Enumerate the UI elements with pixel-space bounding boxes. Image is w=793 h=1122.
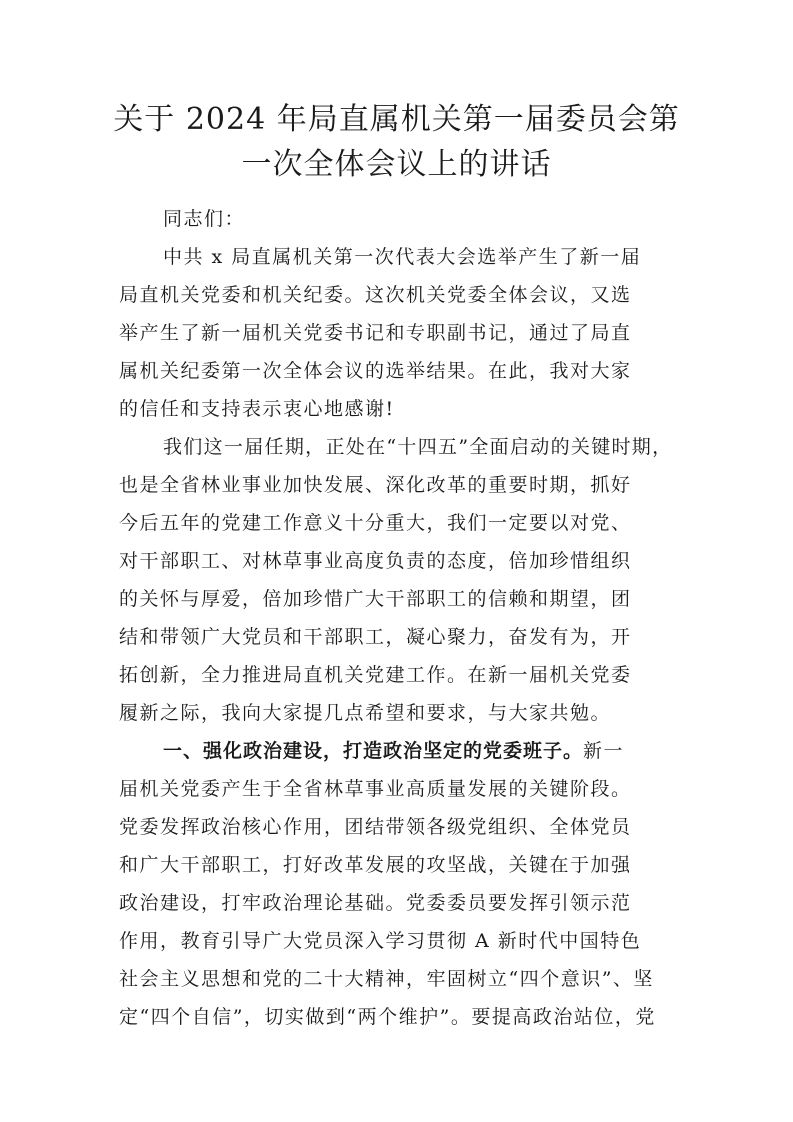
paragraph-1-line-3: 举产生了新一届机关党委书记和专职副书记，通过了局直 bbox=[119, 322, 632, 344]
section-heading: 一、强化政治建设，打造政治坚定的党委班子。 bbox=[163, 740, 584, 762]
paragraph-1-line-2: 局直机关党委和机关纪委。这次机关党委全体会议，又选 bbox=[119, 284, 632, 306]
paragraph-2-line-8: 履新之际，我向大家提几点希望和要求，与大家共勉。 bbox=[119, 702, 612, 724]
paragraph-1-line-4: 属机关纪委第一次全体会议的选举结果。在此，我对大家 bbox=[119, 360, 632, 382]
paragraph-3-line-6: 作用，教育引导广大党员深入学习贯彻 A 新时代中国特色 bbox=[119, 930, 642, 952]
paragraph-2-line-6: 结和带领广大党员和干部职工，凝心聚力，奋发有为，开 bbox=[119, 626, 632, 648]
paragraph-2-line-7: 拓创新，全力推进局直机关党建工作。在新一届机关党委 bbox=[119, 664, 632, 686]
paragraph-3-line-2: 届机关党委产生于全省林草事业高质量发展的关键阶段。 bbox=[119, 778, 632, 800]
paragraph-1-line-1: 中共 x 局直属机关第一次代表大会选举产生了新一届 bbox=[163, 246, 642, 268]
paragraph-3-line-8: 定“四个自信”，切实做到“两个维护”。要提高政治站位，党 bbox=[119, 1006, 656, 1028]
salutation: 同志们： bbox=[163, 208, 246, 230]
paragraph-3-line-1 bbox=[163, 738, 624, 764]
paragraph-2-line-2: 也是全省林业事业加快发展、深化改革的重要时期，抓好 bbox=[119, 474, 632, 496]
document-title-line-2: 一次全体会议上的讲话 bbox=[241, 147, 552, 182]
section-heading-continuation: 新一 bbox=[583, 740, 625, 762]
paragraph-2-line-5: 的关怀与厚爱，倍加珍惜广大干部职工的信赖和期望，团 bbox=[119, 588, 632, 610]
paragraph-1-line-5: 的信任和支持表示衷心地感谢! bbox=[119, 398, 395, 420]
paragraph-3-line-4: 和广大干部职工，打好改革发展的攻坚战，关键在于加强 bbox=[119, 854, 632, 876]
paragraph-3-line-3: 党委发挥政治核心作用，团结带领各级党组织、全体党员 bbox=[119, 816, 632, 838]
paragraph-3-line-7: 社会主义思想和党的二十大精神，牢固树立“四个意识”、坚 bbox=[119, 968, 654, 990]
paragraph-2-line-4: 对干部职工、对林草事业高度负责的态度，倍加珍惜组织 bbox=[119, 550, 632, 572]
document-title-line-1: 关于 2024 年局直属机关第一届委员会第 bbox=[113, 102, 680, 137]
paragraph-3-line-5: 政治建设，打牢政治理论基础。党委委员要发挥引领示范 bbox=[119, 892, 632, 914]
paragraph-2-line-1: 我们这一届任期，正处在“十四五”全面启动的关键时期， bbox=[163, 436, 673, 458]
paragraph-2-line-3: 今后五年的党建工作意义十分重大，我们一定要以对党、 bbox=[119, 512, 632, 534]
